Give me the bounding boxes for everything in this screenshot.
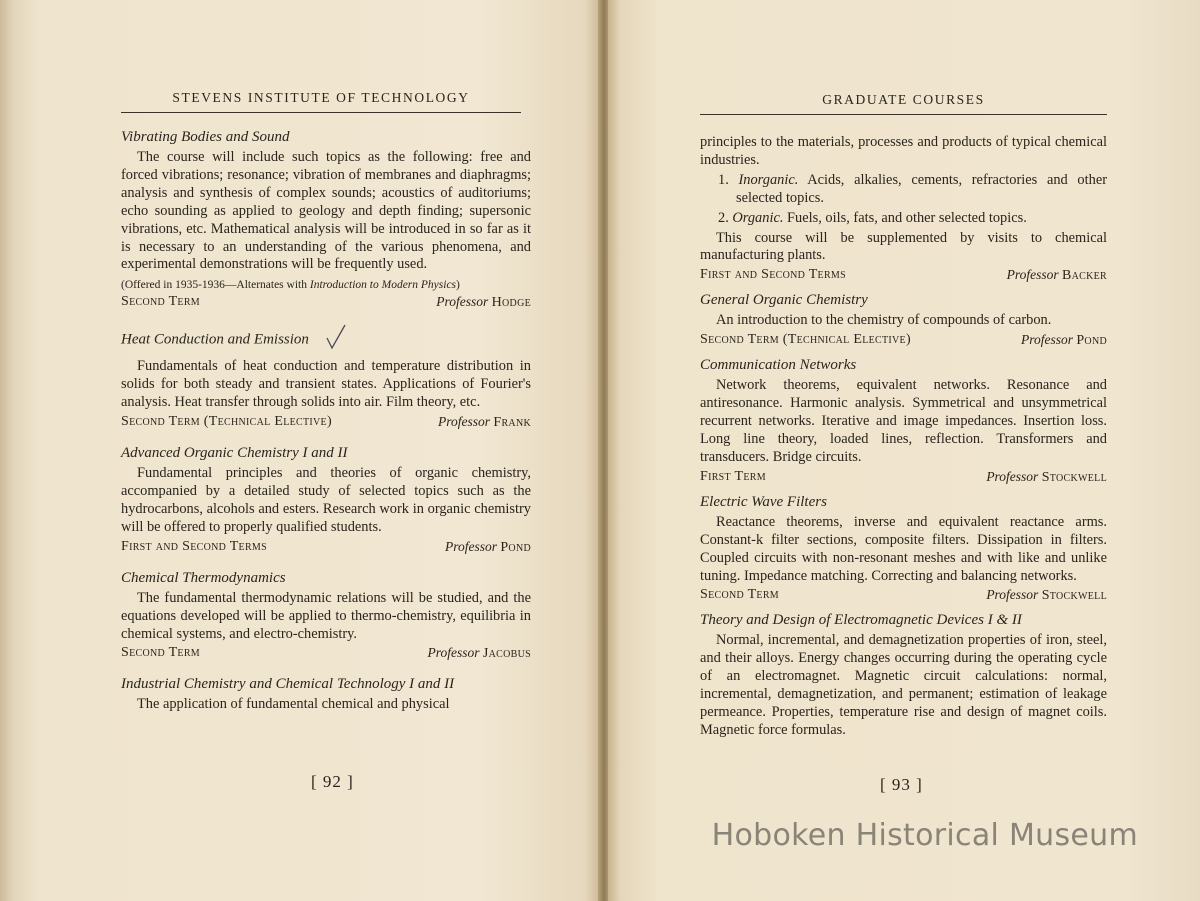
professor-label: Professor <box>1020 332 1073 348</box>
course-meta <box>121 644 531 663</box>
note-suffix: ) <box>456 279 460 292</box>
professor-name: Backer <box>1061 268 1107 284</box>
course-term: Second Term <box>121 294 200 310</box>
course-term: First and Second Terms <box>121 538 267 554</box>
left-column <box>121 128 531 714</box>
professor-label: Professor <box>986 468 1039 484</box>
list-text: Acids, alkalies, cements, refractories and other selected topics. <box>736 171 1108 206</box>
course-title: Communication Networks <box>700 357 857 374</box>
professor-name: Frank <box>493 415 531 431</box>
course-title: General Organic Chemistry <box>700 292 868 309</box>
right-column <box>700 132 1107 740</box>
course-title <box>121 324 531 356</box>
course-term: Second Term <box>121 645 200 661</box>
course-professor <box>1007 266 1107 285</box>
course-advanced-organic <box>121 444 531 557</box>
list-item <box>718 210 1107 228</box>
course-term: Second Term (Technical Elective) <box>700 332 911 348</box>
professor-label: Professor <box>437 414 490 430</box>
course-description: The fundamental thermodynamic relations will be studied, and the equations developed will be applied to thermo-chemistry, equilibria in chemical systems, and electro-chemistry. <box>121 589 531 642</box>
professor-label: Professor <box>427 645 480 661</box>
note-prefix: (Offered in 1935-1936—Alternates with <box>121 279 310 292</box>
right-page-number: [ 93 ] <box>880 775 923 794</box>
course-vibrating-bodies <box>121 128 531 312</box>
professor-name: Hodge <box>491 295 531 311</box>
course-title-text: Heat Conduction and Emission <box>121 331 309 348</box>
list-label: Organic. <box>732 209 784 226</box>
course-professor <box>445 538 531 557</box>
course-description: An introduction to the chemistry of compounds of carbon. <box>716 312 1052 329</box>
continued-text: principles to the materials, processes and products of typical chemical industries. <box>700 134 1107 168</box>
right-page <box>608 0 1200 901</box>
left-page-number: [ 92 ] <box>311 772 354 791</box>
course-chemical-thermodynamics <box>121 569 531 664</box>
professor-name: Pond <box>500 539 531 555</box>
course-meta <box>121 413 531 432</box>
course-term: First and Second Terms <box>700 267 846 283</box>
course-description: Network theorems, equivalent networks. Resonance and antiresonance. Harmonic analysis. Symmetrical and unsymmetrical recurrent networks. Iterative and image impedances. Insertion loss. Long line theory, loaded lines, reflection. Transformers and transducers. Bridge circuits. <box>700 377 1107 465</box>
professor-name: Pond <box>1076 333 1107 349</box>
course-professor <box>1021 331 1107 350</box>
course-description: Fundamental principles and theories of organic chemistry, accompanied by a detailed study of selected topics such as the hydrocarbons, alcohols and esters. Research work in organic chemistry will be offered to properly qualified students. <box>121 465 531 535</box>
course-term: Second Term (Technical Elective) <box>121 414 332 430</box>
course-description: Reactance theorems, inverse and equivalent reactance arms. Constant-k filter sections, composite filters. Dissipation in filters. Coupled circuits with non-resonant meshes and with like and unlike tuning. Impedance matching. Correcting and balancing networks. <box>700 513 1107 584</box>
course-meta <box>121 538 531 557</box>
course-professor <box>436 293 531 312</box>
course-meta <box>700 586 1107 605</box>
professor-label: Professor <box>1006 267 1059 283</box>
course-communication-networks <box>700 356 1107 487</box>
professor-name: Stockwell <box>1041 469 1107 485</box>
professor-name: Jacobus <box>482 646 531 662</box>
course-meta <box>700 266 1107 285</box>
course-industrial-chemistry <box>121 675 531 714</box>
professor-label: Professor <box>436 294 489 310</box>
list-text: Fuels, oils, fats, and other selected topics. <box>787 209 1027 226</box>
course-title: Vibrating Bodies and Sound <box>121 129 290 145</box>
checkmark-icon <box>325 324 347 356</box>
course-term: First Term <box>700 468 766 484</box>
list-label: Inorganic. <box>738 171 799 188</box>
course-professor <box>427 644 531 663</box>
course-title: Advanced Organic Chemistry I and II <box>121 445 348 462</box>
course-meta <box>121 293 531 312</box>
list-number: 2. <box>718 209 729 226</box>
course-description: The application of fundamental chemical and physical <box>137 696 450 713</box>
course-description: The course will include such topics as the following: free and forced vibrations; resonance; vibration of membranes and diaphragms; analysis and synthesis of complex sounds; acoustics of auditoriums; echo sounding as applied to geology and depth finding; supersonic vibrations, etc. Mathematical analysis will be introduced in so far as it is necessary to an understanding of the various phenomena, and experimental demonstrations will be frequently used. <box>121 149 531 273</box>
note-italic: Introduction to Modern Physics <box>309 279 457 292</box>
left-running-head: STEVENS INSTITUTE OF TECHNOLOGY <box>121 90 521 113</box>
professor-label: Professor <box>444 538 497 554</box>
course-electric-wave-filters <box>700 493 1107 606</box>
course-professor <box>986 586 1107 605</box>
course-meta <box>700 468 1107 487</box>
museum-watermark: Hoboken Historical Museum <box>711 818 1138 853</box>
course-title: Theory and Design of Electromagnetic Devices I & II <box>700 612 1022 629</box>
list-item <box>718 172 1107 208</box>
course-industrial-chemistry-continued <box>700 134 1107 285</box>
right-running-head: GRADUATE COURSES <box>700 92 1107 115</box>
continued-text-2: This course will be supplemented by visits to chemical manufacturing plants. <box>700 229 1107 264</box>
course-title: Chemical Thermodynamics <box>121 569 286 586</box>
course-description: Fundamentals of heat conduction and temperature distribution in solids for both steady and transient states. Applications of Fourier's analysis. Heat transfer through solids into air. Film theory, etc. <box>121 358 531 411</box>
course-professor <box>438 413 531 432</box>
course-title: Industrial Chemistry and Chemical Technology I and II <box>121 676 455 693</box>
course-heat-conduction <box>121 324 531 432</box>
course-professor <box>986 468 1107 487</box>
list-number: 1. <box>718 171 729 188</box>
professor-label: Professor <box>986 587 1039 603</box>
professor-name: Stockwell <box>1041 588 1107 604</box>
course-note <box>121 278 531 292</box>
course-general-organic <box>700 291 1107 350</box>
course-term: Second Term <box>700 587 779 603</box>
course-meta <box>700 331 1107 350</box>
course-title: Electric Wave Filters <box>700 493 827 510</box>
course-electromagnetic-devices <box>700 611 1107 739</box>
course-description: Normal, incremental, and demagnetization properties of iron, steel, and their alloys. Energy changes occurring during the operating cycle of an electromagnet. Magnetic circuit calculations: normal, incremental, demagnetization, and permanent; estimation of leakage permeance. Properties, temperature rise and design of magnet coils. Magnetic force formulas. <box>700 632 1107 738</box>
